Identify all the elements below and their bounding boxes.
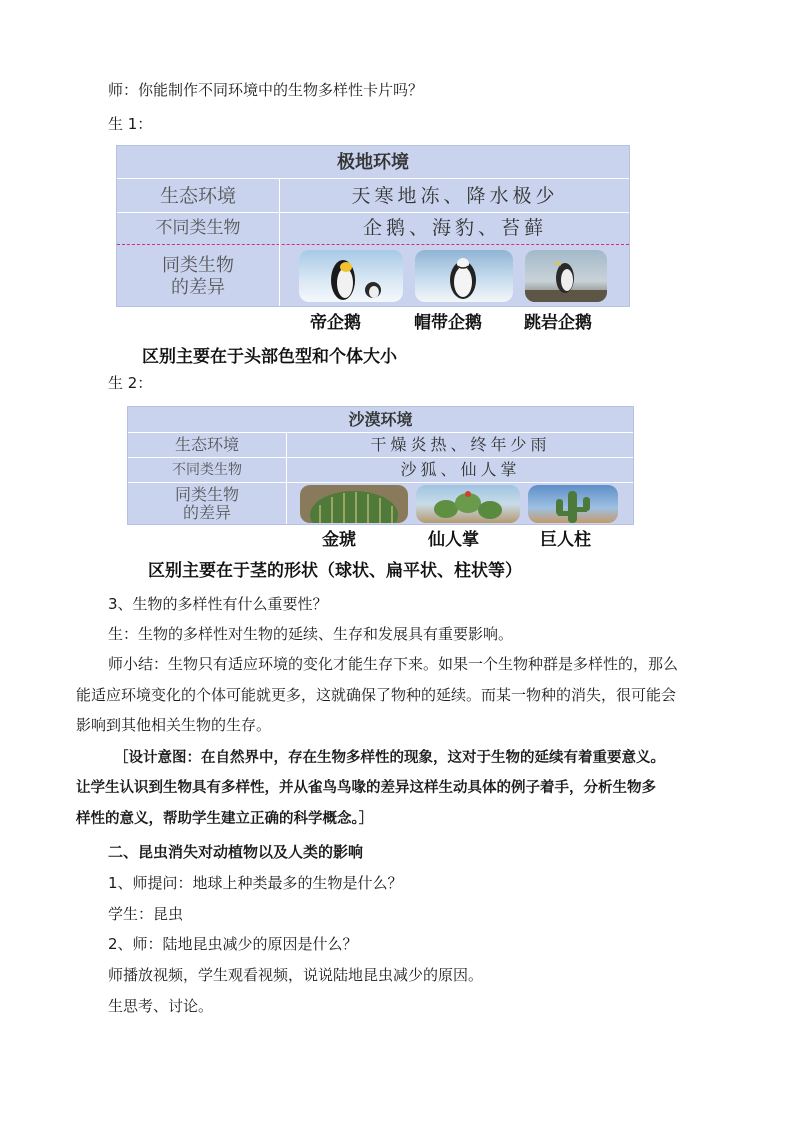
- student-1-label: 生 1：: [108, 115, 153, 133]
- teacher-question-decline: 2、师：陆地昆虫减少的原因是什么？: [108, 935, 358, 953]
- eco-label: 生态环境: [174, 435, 239, 454]
- caption-chinstrap-penguin: 帽带企鹅: [414, 313, 482, 333]
- design-intent-line3: 样性的意义，帮助学生建立正确的科学概念。］: [76, 810, 374, 827]
- polar-difference-note: 区别主要在于头部色型和个体大小: [142, 347, 397, 367]
- caption-golden-barrel: 金琥: [322, 530, 356, 550]
- teacher-summary-line1: 师小结：生物只有适应环境的变化才能生存下来。如果一个生物种群是多样性的，那么: [108, 655, 679, 673]
- eco-value: 干燥炎热、终年少雨: [370, 435, 551, 454]
- caption-emperor-penguin: 帝企鹅: [310, 313, 361, 333]
- desert-difference-note: 区别主要在于茎的形状（球状、扁平状、柱状等）: [148, 561, 522, 581]
- species-label: 不同类生物: [155, 218, 241, 238]
- desert-environment-card: [127, 406, 634, 525]
- diff-label-line2: 的差异: [182, 503, 231, 522]
- eco-value: 天寒地冻、降水极少: [351, 185, 559, 207]
- teacher-video-instruction: 师播放视频，学生观看视频，说说陆地昆虫减少的原因。: [108, 966, 484, 984]
- saguaro-cactus-image: [528, 485, 618, 523]
- caption-saguaro: 巨人柱: [540, 530, 591, 550]
- teacher-summary-line2: 能适应环境变化的个体可能就更多，这就确保了物种的延续。而某一物种的消失，很可能会: [76, 686, 677, 704]
- question-importance: 3、生物的多样性有什么重要性？: [108, 595, 328, 613]
- species-value: 企鹅、海豹、苔藓: [362, 217, 547, 239]
- golden-barrel-cactus-image: [300, 485, 408, 523]
- caption-rockhopper-penguin: 跳岩企鹅: [524, 313, 592, 333]
- species-value: 沙狐、仙人掌: [400, 460, 521, 479]
- design-intent-line2: 让学生认识到生物具有多样性，并从雀鸟鸟喙的差异这样生动具体的例子着手，分析生物多: [76, 779, 656, 796]
- student-discussion: 生思考、讨论。: [108, 997, 214, 1015]
- student-answer-importance: 生：生物的多样性对生物的延续、生存和发展具有重要影响。: [108, 625, 514, 643]
- card-title: 极地环境: [337, 152, 409, 173]
- prickly-pear-cactus-image: [416, 485, 520, 523]
- eco-label: 生态环境: [159, 185, 236, 207]
- species-label: 不同类生物: [172, 462, 242, 478]
- diff-label-line1: 同类生物: [162, 255, 234, 276]
- teacher-summary-line3: 影响到其他相关生物的生存。: [76, 716, 272, 734]
- card-title: 沙漠环境: [348, 410, 413, 429]
- rockhopper-penguin-image: [525, 250, 607, 302]
- student-2-label: 生 2：: [108, 374, 153, 392]
- section-2-heading: 二、昆虫消失对动植物以及人类的影响: [108, 843, 364, 861]
- emperor-penguin-image: [299, 250, 403, 302]
- student-answer-insects: 学生：昆虫: [108, 905, 184, 923]
- chinstrap-penguin-image: [415, 250, 513, 302]
- teacher-question-insects: 1、师提问：地球上种类最多的生物是什么？: [108, 874, 403, 892]
- caption-prickly-pear: 仙人掌: [428, 530, 479, 550]
- design-intent-line1: ［设计意图：在自然界中，存在生物多样性的现象，这对于生物的延续有着重要意义。: [114, 749, 665, 766]
- diff-label-line2: 的差异: [171, 277, 225, 298]
- polar-environment-card: [116, 145, 630, 307]
- teacher-question-cards: 师：你能制作不同环境中的生物多样性卡片吗？: [108, 81, 424, 99]
- diff-label-line1: 同类生物: [174, 485, 239, 504]
